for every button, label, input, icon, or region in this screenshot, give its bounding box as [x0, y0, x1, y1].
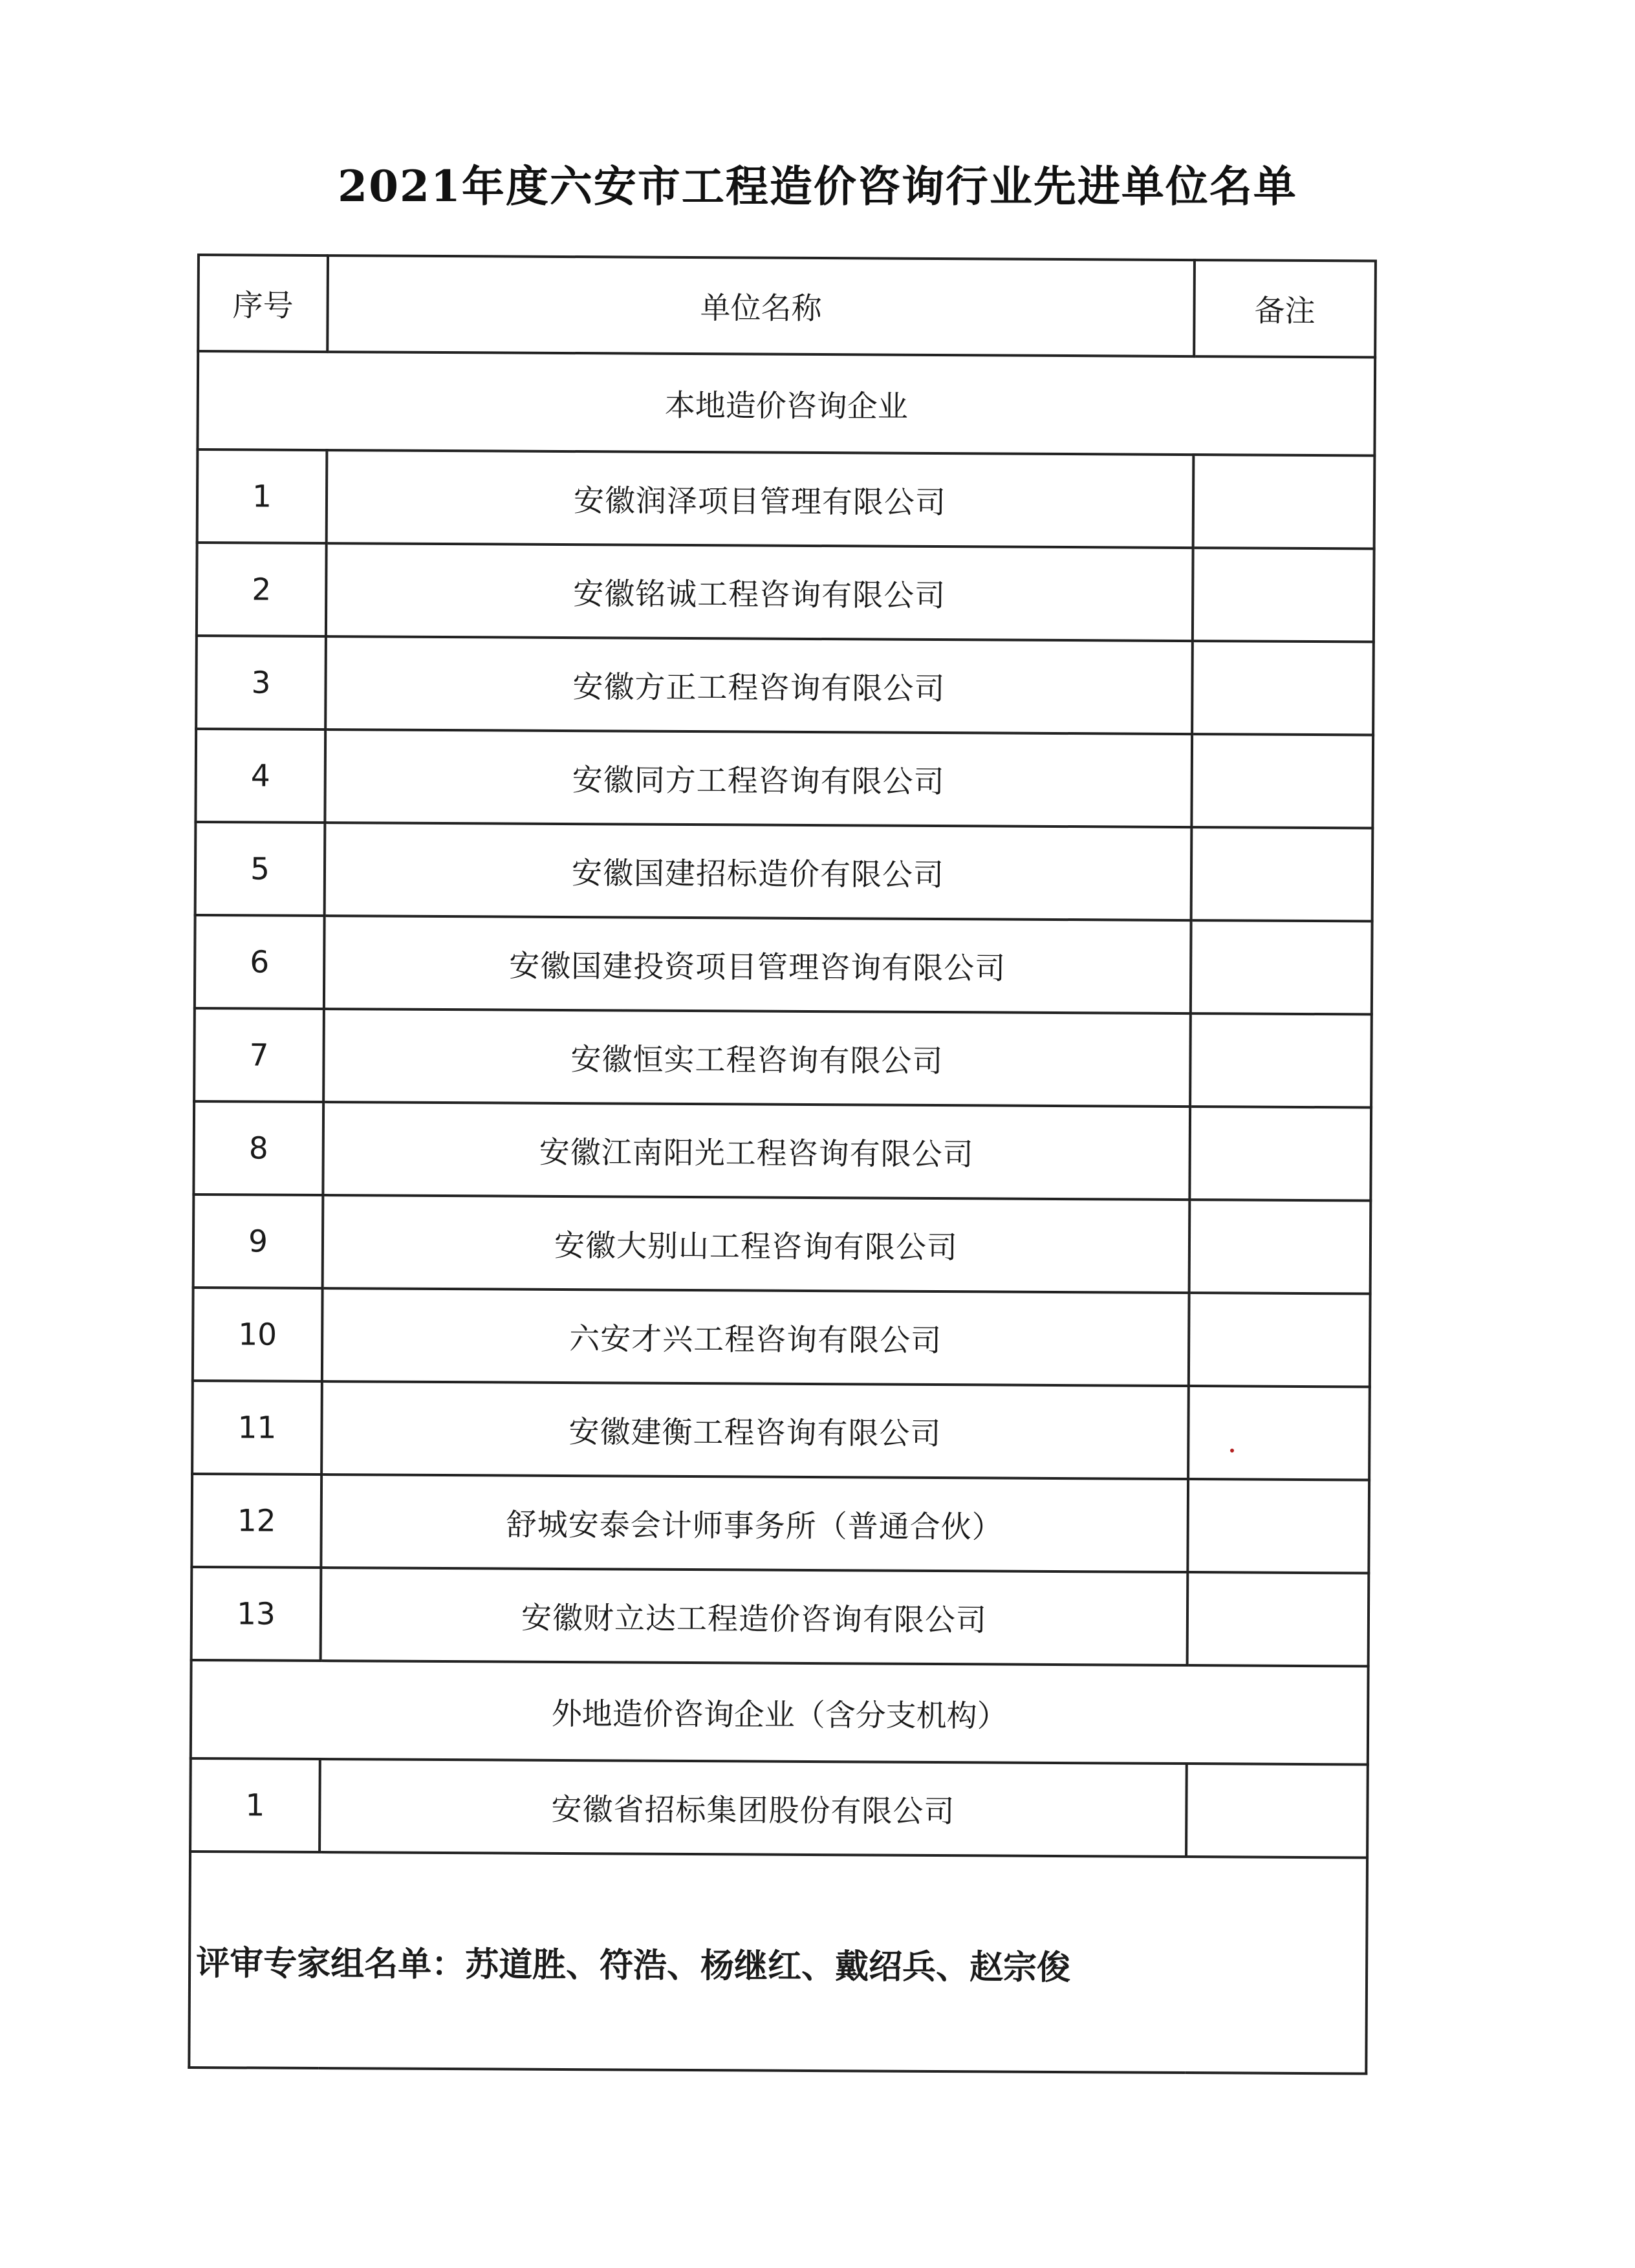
page-title: 2021年度六安市工程造价咨询行业先进单位名单 [338, 161, 1297, 211]
row-seq: 1 [190, 1758, 320, 1852]
row-seq: 12 [191, 1474, 321, 1568]
row-name: 安徽省招标集团股份有限公司 [319, 1759, 1187, 1857]
row-name: 安徽江南阳光工程咨询有限公司 [323, 1102, 1190, 1200]
row-seq: 2 [197, 543, 327, 636]
row-note [1190, 1013, 1372, 1107]
expert-panel-row [189, 1852, 1367, 2074]
row-name: 安徽铭诚工程咨询有限公司 [326, 543, 1193, 641]
row-name: 安徽恒实工程咨询有限公司 [323, 1009, 1191, 1107]
row-name: 安徽财立达工程造价咨询有限公司 [321, 1568, 1188, 1665]
row-note [1188, 1386, 1370, 1480]
row-note [1189, 1200, 1371, 1293]
row-seq: 5 [195, 822, 325, 916]
table-row [193, 1288, 1370, 1387]
table-row [193, 1194, 1371, 1294]
header-name: 单位名称 [327, 255, 1195, 356]
table-row [190, 1758, 1368, 1858]
table-row [195, 915, 1372, 1015]
local-section-label: 本地造价咨询企业 [197, 351, 1375, 456]
row-seq: 7 [194, 1008, 324, 1102]
row-note [1187, 1572, 1369, 1666]
row-name: 安徽大别山工程咨询有限公司 [323, 1195, 1190, 1293]
table-row [193, 1101, 1371, 1201]
scan-speck [1230, 1449, 1234, 1453]
row-seq: 10 [193, 1288, 323, 1381]
row-note [1193, 455, 1375, 548]
row-seq: 1 [197, 449, 327, 543]
row-name: 安徽方正工程咨询有限公司 [325, 636, 1193, 734]
row-note [1189, 1293, 1370, 1387]
row-name: 安徽同方工程咨询有限公司 [325, 729, 1192, 827]
row-name: 舒城安泰会计师事务所（普通合伙） [321, 1474, 1188, 1572]
row-note [1191, 734, 1373, 828]
header-seq: 序号 [198, 255, 328, 352]
outside-section-row [191, 1660, 1369, 1765]
expert-panel-list: 评审专家组名单：苏道胜、符浩、杨继红、戴绍兵、赵宗俊 [189, 1852, 1367, 2074]
table-row [191, 1474, 1369, 1573]
honor-list-table [188, 254, 1377, 2075]
local-section-row [197, 351, 1375, 456]
table-row [197, 449, 1375, 549]
table-row [191, 1567, 1369, 1667]
row-name: 安徽润泽项目管理有限公司 [327, 450, 1194, 548]
header-note: 备注 [1194, 260, 1376, 357]
row-seq: 6 [195, 915, 325, 1009]
table-row [197, 543, 1374, 642]
table-row [194, 1008, 1372, 1108]
row-note [1193, 548, 1374, 642]
row-note [1187, 1479, 1369, 1573]
row-note [1191, 827, 1373, 921]
row-name: 安徽建衡工程咨询有限公司 [321, 1381, 1189, 1479]
table-row [195, 822, 1373, 922]
row-note [1189, 1107, 1371, 1200]
row-seq: 8 [193, 1101, 323, 1195]
row-seq: 13 [191, 1567, 321, 1661]
row-seq: 9 [193, 1194, 323, 1288]
row-seq: 4 [195, 729, 325, 823]
row-name: 安徽国建投资项目管理咨询有限公司 [324, 916, 1191, 1013]
table-row [195, 729, 1373, 828]
row-note [1191, 920, 1372, 1014]
row-note [1192, 641, 1374, 735]
row-seq: 3 [196, 636, 326, 729]
row-name: 安徽国建招标造价有限公司 [325, 823, 1192, 920]
row-seq: 11 [192, 1381, 322, 1474]
table-header-row [198, 255, 1376, 358]
row-name: 六安才兴工程咨询有限公司 [322, 1288, 1189, 1386]
outside-section-label: 外地造价咨询企业（含分支机构） [191, 1660, 1369, 1765]
row-note [1186, 1764, 1368, 1857]
table-row [196, 636, 1374, 735]
table-row [192, 1381, 1370, 1480]
